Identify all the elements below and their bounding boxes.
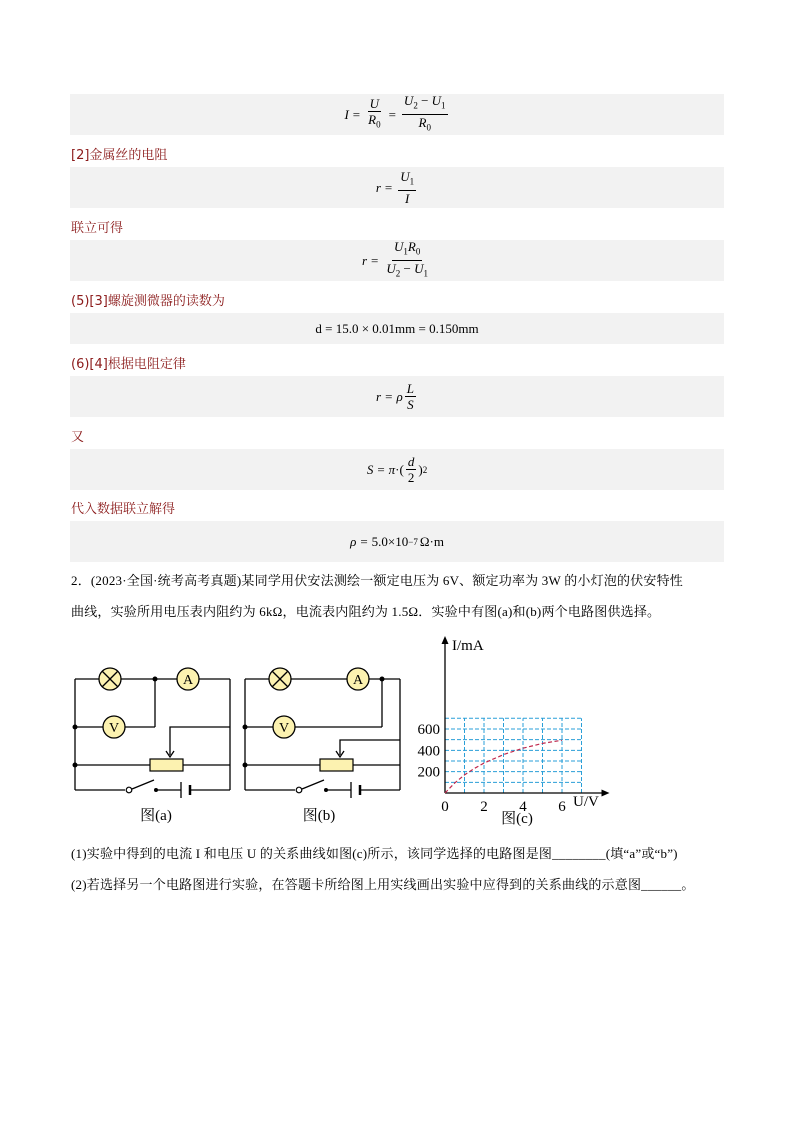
fraction: $\frac{U_1R_0}{U_2 - U_1}$ — [386, 239, 429, 279]
circuit-a — [70, 660, 235, 830]
fraction: $\frac{U}{R_0}$ — [368, 96, 381, 130]
y-axis-arrow — [442, 636, 449, 644]
x-axis-arrow — [602, 790, 610, 797]
label-also: 又 — [71, 430, 85, 445]
question-line-1: 2．(2023·全国·统考高考真题)某同学用伏安法测绘一额定电压为 6V、额定功率为 3W 的小灯泡的伏安特性 — [71, 573, 683, 588]
circuit-b — [240, 660, 405, 830]
formula-area: S = π ·( $\frac{d}{2}$ ) 2 — [70, 449, 724, 490]
fraction: $\frac{U_2 - U_1}{R_0}$ — [403, 93, 446, 133]
x-tick-label: 6 — [558, 799, 566, 815]
formula-resistance: r = $\frac{U_1}{I}$ — [70, 167, 724, 208]
y-tick-label: 400 — [417, 743, 440, 760]
junction-dot — [243, 725, 248, 730]
x-axis-label: U/V — [573, 794, 599, 810]
y-axis-label: I/mA — [452, 638, 484, 654]
label-resistance-law: (6)[4]根据电阻定律 — [71, 357, 186, 372]
switch-contact — [154, 788, 158, 792]
junction-dot — [153, 677, 158, 682]
y-tick-label: 600 — [417, 721, 440, 738]
lamp-icon — [269, 668, 291, 690]
chart-c — [405, 630, 620, 830]
fraction: $\frac{L}{S}$ — [406, 381, 414, 412]
label-combine: 联立可得 — [71, 221, 124, 236]
x-tick-label: 0 — [441, 799, 449, 815]
caption-c: 图(c) — [501, 811, 533, 827]
label-micrometer: (5)[3]螺旋测微器的读数为 — [71, 294, 225, 309]
caption-b: 图(b) — [302, 808, 336, 824]
ammeter-label: A — [352, 673, 364, 688]
junction-dot — [380, 677, 385, 682]
switch-pivot — [126, 787, 132, 793]
rheostat — [320, 759, 353, 771]
junction-dot — [73, 725, 78, 730]
x-tick-label: 2 — [480, 799, 488, 815]
switch-pivot — [296, 787, 302, 793]
switch-contact — [324, 788, 328, 792]
voltmeter-label: V — [108, 721, 120, 736]
sub-question-2: (2)若选择另一个电路图进行实验，在答题卡所给图上用实线画出实验中应得到的关系曲线的示意图______。 — [71, 877, 695, 892]
formula-combined: r = $\frac{U_1R_0}{U_2 - U_1}$ — [70, 240, 724, 281]
fraction: $\frac{U_1}{I}$ — [400, 169, 415, 206]
formula-symbol: I — [344, 106, 349, 122]
y-tick-label: 200 — [417, 764, 440, 781]
formula-resistance-law: r = ρ $\frac{L}{S}$ — [70, 376, 724, 417]
ammeter-label: A — [182, 673, 194, 688]
fraction: $\frac{d}{2}$ — [407, 454, 415, 485]
formula-current: I = $\frac{U}{R_0}$ = $\frac{U_2 - U_1}{R_0}$ — [70, 94, 724, 135]
x-tick-label: 4 — [519, 799, 527, 815]
sub-question-1: (1)实验中得到的电流 I 和电压 U 的关系曲线如图(c)所示，该同学选择的电路图是图________(填“a”或“b”) — [71, 846, 678, 861]
junction-dot — [243, 763, 248, 768]
caption-a: 图(a) — [140, 808, 172, 824]
junction-dot — [73, 763, 78, 768]
formula-resistivity: ρ = 5.0×10 −7 Ω·m — [70, 521, 724, 562]
rheostat — [150, 759, 183, 771]
formula-diameter: d = 15.0 × 0.01mm = 0.150mm — [70, 313, 724, 344]
label-substitute: 代入数据联立解得 — [71, 502, 176, 517]
label-wire-resistance: [2]金属丝的电阻 — [71, 148, 168, 163]
lamp-icon — [99, 668, 121, 690]
question-line-2: 曲线，实验所用电压表内阻约为 6kΩ，电流表内阻约为 1.5Ω．实验中有图(a)和(b)两个电路图供选择。 — [71, 604, 661, 619]
voltmeter-label: V — [278, 721, 290, 736]
